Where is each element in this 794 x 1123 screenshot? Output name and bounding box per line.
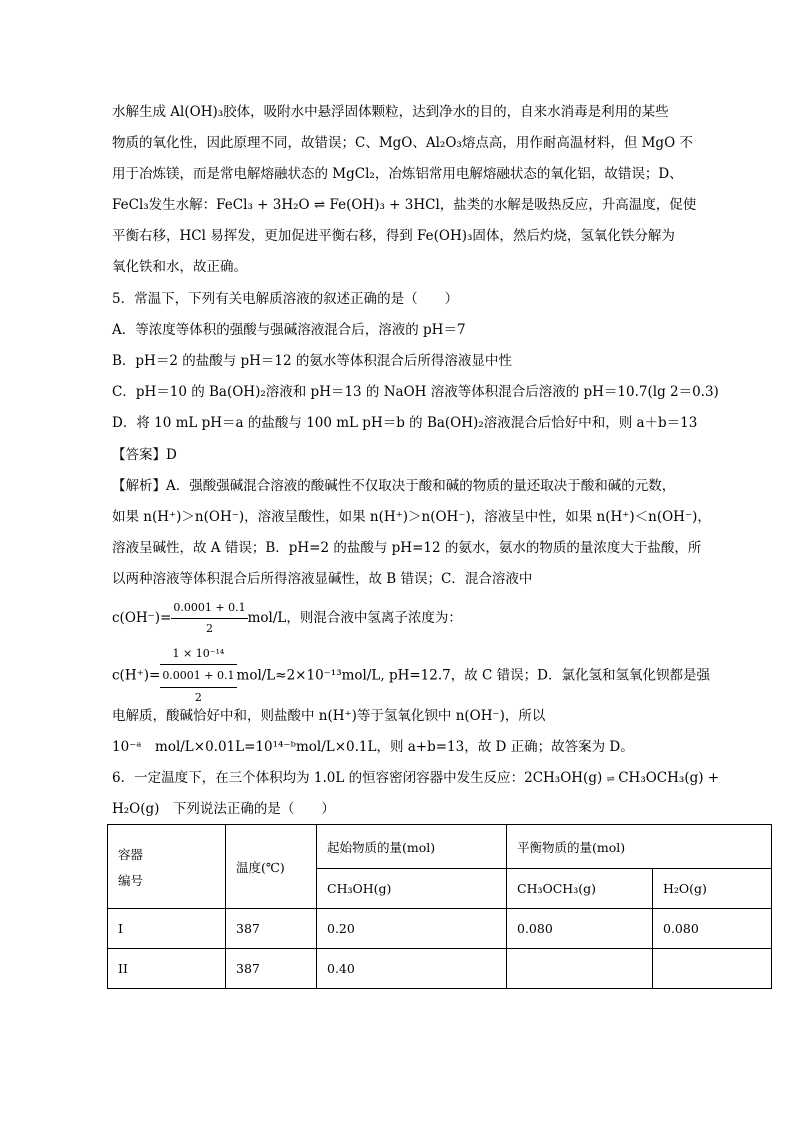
header-container-label: 容器 (118, 846, 144, 862)
text-line: 用于冶炼镁，而是常电解熔融状态的 MgCl₂，冶炼铝常用电解熔融状态的氧化铝，故错误；D、 (112, 166, 683, 182)
cell-id: I (108, 909, 226, 949)
question-6-stem-part: CH₃OCH₃(g) + (618, 770, 720, 786)
table-header-row (108, 825, 772, 869)
ch-numerator: 1 × 10⁻¹⁴ (172, 647, 225, 660)
header-start: 起始物质的量(mol) (317, 825, 507, 869)
coh-denominator: 2 (205, 622, 213, 635)
coh-formula (112, 598, 462, 639)
analysis-line: 电解质，酸碱恰好中和，则盐酸中 n(H⁺)等于氢氧化钡中 n(OH⁻)，所以 (112, 708, 546, 724)
option-a: A．等浓度等体积的强酸与强碱溶液混合后，溶液的 pH＝7 (112, 322, 466, 338)
header-ch3oh: CH₃OH(g) (317, 869, 507, 909)
text-line: 平衡右移，HCl 易挥发，更加促进平衡右移，得到 Fe(OH)₃固体，然后灼烧，氢氧化铁分解为 (112, 228, 675, 244)
ch-inner-denominator: 2 (194, 691, 202, 704)
table-row (108, 949, 772, 989)
equilibrium-arrow-icon: ⇌ (606, 774, 614, 785)
header-container (108, 825, 226, 909)
cell-ch3och3 (507, 949, 653, 989)
ch-formula (112, 644, 710, 708)
ch-prefix: c(H⁺)= (112, 667, 161, 684)
analysis-line: 溶液呈碱性，故 A 错误；B．pH=2 的盐酸与 pH=12 的氨水，氨水的物质的量浓度大于盐酸，所 (112, 540, 702, 556)
text-line: 水解生成 Al(OH)₃胶体，吸附水中悬浮固体颗粒，达到净水的目的，自来水消毒是利用的某些 (112, 104, 669, 120)
analysis-line: 如果 n(H⁺)＞n(OH⁻)，溶液呈酸性，如果 n(H⁺)＞n(OH⁻)，溶液呈中性，如果 n(H⁺)＜n(OH⁻)， (112, 509, 711, 525)
header-ch3och3: CH₃OCH₃(g) (507, 869, 653, 909)
text-line: 物质的氧化性，因此原理不同，故错误；C、MgO、Al₂O₃熔点高，用作耐高温材料，但 MgO 不 (112, 135, 693, 151)
option-d: D．将 10 mL pH＝a 的盐酸与 100 mL pH＝b 的 Ba(OH)₂溶液混合后恰好中和，则 a＋b＝13 (112, 415, 698, 431)
ch-suffix: mol/L≈2×10⁻¹³mol/L, pH=12.7，故 C 错误；D．氯化氢和氢氧化钡都是强 (236, 667, 710, 684)
text-line: FeCl₃发生水解：FeCl₃ + 3H₂O ⇌ Fe(OH)₃ + 3HCl，盐类的水解是吸热反应，升高温度，促使 (112, 197, 697, 213)
cell-ch3oh: 0.20 (317, 909, 507, 949)
text-line: 氧化铁和水，故正确。 (112, 259, 247, 275)
analysis-line: 10⁻ᵃ mol/L×0.01L=10¹⁴⁻ᵇmol/L×0.1L，则 a+b=13，故 D 正确；故答案为 D。 (112, 739, 634, 755)
question-6-stem-line2: H₂O(g) 下列说法正确的是（ ） (112, 801, 335, 817)
question-6-stem (112, 768, 719, 790)
coh-prefix: c(OH⁻)= (112, 610, 172, 626)
ch-fraction (160, 644, 236, 708)
ch-inner-numerator: 0.0001 + 0.1 (160, 664, 236, 688)
coh-suffix: mol/L，则混合液中氢离子浓度为： (247, 610, 462, 626)
cell-h2o (653, 949, 772, 989)
analysis-line: 以两种溶液等体积混合后所得溶液显碱性，故 B 错误；C．混合溶液中 (112, 571, 533, 587)
header-eq: 平衡物质的量(mol) (507, 825, 772, 869)
header-number-label: 编号 (118, 872, 144, 888)
header-h2o: H₂O(g) (653, 869, 772, 909)
data-table (107, 824, 772, 989)
cell-temp: 387 (226, 949, 317, 989)
coh-fraction (171, 598, 247, 639)
option-c: C．pH＝10 的 Ba(OH)₂溶液和 pH＝13 的 NaOH 溶液等体积混合后溶液的 pH＝10.7(lg 2＝0.3) (112, 384, 719, 400)
question-5-stem: 5．常温下，下列有关电解质溶液的叙述正确的是（ ） (112, 291, 459, 307)
table-row (108, 909, 772, 949)
cell-ch3oh: 0.40 (317, 949, 507, 989)
option-b: B．pH＝2 的盐酸与 pH＝12 的氨水等体积混合后所得溶液显中性 (112, 353, 512, 369)
cell-ch3och3: 0.080 (507, 909, 653, 949)
question-6-stem-part: 6．一定温度下，在三个体积均为 1.0L 的恒容密闭容器中发生反应：2CH₃OH(g) (112, 770, 603, 786)
cell-id: II (108, 949, 226, 989)
analysis-line: 【解析】A．强酸强碱混合溶液的酸碱性不仅取决于酸和碱的物质的量还取决于酸和碱的元数， (112, 478, 676, 494)
coh-numerator: 0.0001 + 0.1 (173, 601, 246, 614)
answer: 【答案】D (112, 447, 177, 463)
cell-temp: 387 (226, 909, 317, 949)
cell-h2o: 0.080 (653, 909, 772, 949)
header-temp: 温度(℃) (226, 825, 317, 909)
